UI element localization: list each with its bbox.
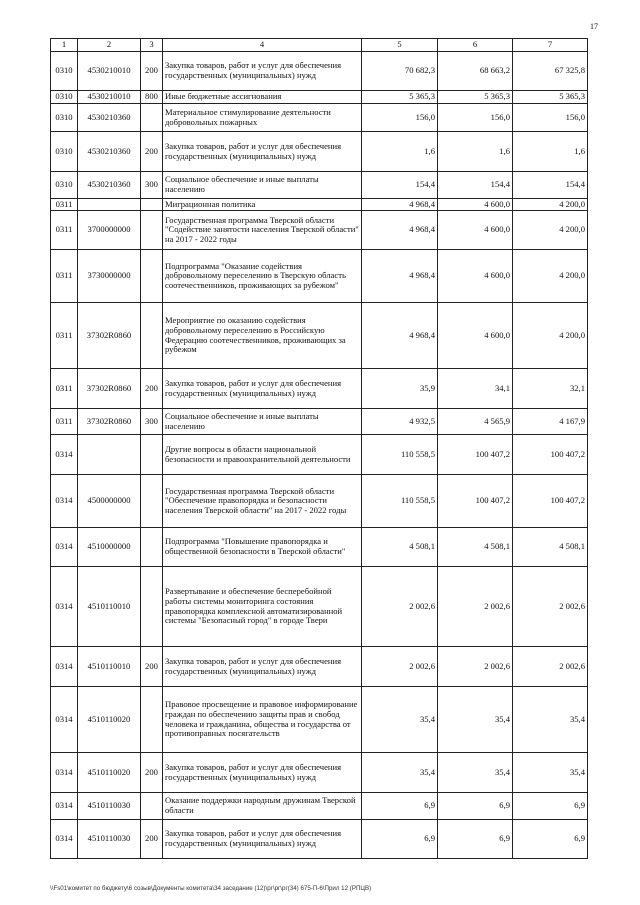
table-row <box>51 369 588 409</box>
table-row <box>51 303 588 369</box>
section-code-cell: 0310 <box>51 132 78 172</box>
value-2020-cell: 35,9 <box>362 369 438 409</box>
section-code-cell: 0311 <box>51 409 78 435</box>
target-code-cell: 3730000000 <box>78 250 141 303</box>
value-2021-cell: 6,9 <box>438 793 513 820</box>
value-2020-cell: 4 932,5 <box>362 409 438 435</box>
value-2020-cell: 156,0 <box>362 104 438 132</box>
value-2022-cell: 4 508,1 <box>513 528 588 567</box>
value-2022-cell: 4 167,9 <box>513 409 588 435</box>
header-cell: 5 <box>362 39 438 52</box>
description-cell: Закупка товаров, работ и услуг для обеспечения государственных (муниципальных) нужд <box>163 369 362 409</box>
table-row <box>51 52 588 91</box>
value-2021-cell: 154,4 <box>438 172 513 199</box>
value-2022-cell: 2 002,6 <box>513 567 588 647</box>
value-2020-cell: 35,4 <box>362 687 438 753</box>
target-code-cell: 4510110030 <box>78 793 141 820</box>
target-code-cell: 37302R0860 <box>78 409 141 435</box>
expense-type-cell <box>141 199 163 211</box>
section-code-cell: 0314 <box>51 567 78 647</box>
description-cell: Другие вопросы в области национальной безопасности и правоохранительной деятельности <box>163 435 362 475</box>
table-row <box>51 104 588 132</box>
value-2022-cell: 1,6 <box>513 132 588 172</box>
value-2021-cell: 2 002,6 <box>438 567 513 647</box>
table-row <box>51 793 588 820</box>
expense-type-cell <box>141 567 163 647</box>
expense-type-cell <box>141 475 163 528</box>
table-row <box>51 199 588 211</box>
value-2021-cell: 4 600,0 <box>438 211 513 250</box>
value-2020-cell: 1,6 <box>362 132 438 172</box>
value-2022-cell: 2 002,6 <box>513 647 588 687</box>
value-2020-cell: 110 558,5 <box>362 435 438 475</box>
value-2022-cell: 4 200,0 <box>513 303 588 369</box>
value-2022-cell: 35,4 <box>513 687 588 753</box>
target-code-cell: 4530210360 <box>78 172 141 199</box>
value-2022-cell: 6,9 <box>513 793 588 820</box>
target-code-cell: 4530210010 <box>78 91 141 104</box>
value-2021-cell: 100 407,2 <box>438 475 513 528</box>
expense-type-cell: 800 <box>141 91 163 104</box>
description-cell: Государственная программа Тверской области "Содействие занятости населения Тверской области" на 2017 - 2022 годы <box>163 211 362 250</box>
budget-table <box>50 38 588 859</box>
expense-type-cell: 200 <box>141 369 163 409</box>
value-2021-cell: 35,4 <box>438 753 513 793</box>
table-row <box>51 647 588 687</box>
value-2022-cell: 67 325,8 <box>513 52 588 91</box>
description-cell: Развертывание и обеспечение бесперебойной работы системы мониторинга состояния правопорядка комплексной автоматизированной системы "Безопасный город" в городе Твери <box>163 567 362 647</box>
expense-type-cell <box>141 793 163 820</box>
value-2020-cell: 4 968,4 <box>362 303 438 369</box>
value-2020-cell: 4 968,4 <box>362 199 438 211</box>
target-code-cell: 4530210360 <box>78 132 141 172</box>
description-cell: Государственная программа Тверской области "Обеспечение правопорядка и безопасности населения Тверской области" на 2017 - 2022 годы <box>163 475 362 528</box>
value-2022-cell: 4 200,0 <box>513 199 588 211</box>
description-cell: Миграционная политика <box>163 199 362 211</box>
header-cell: 4 <box>163 39 362 52</box>
section-code-cell: 0314 <box>51 793 78 820</box>
target-code-cell: 4510000000 <box>78 528 141 567</box>
value-2020-cell: 6,9 <box>362 820 438 859</box>
target-code-cell: 4500000000 <box>78 475 141 528</box>
value-2021-cell: 5 365,3 <box>438 91 513 104</box>
table-row <box>51 250 588 303</box>
value-2020-cell: 4 968,4 <box>362 211 438 250</box>
table-row <box>51 172 588 199</box>
section-code-cell: 0310 <box>51 104 78 132</box>
expense-type-cell <box>141 687 163 753</box>
header-cell: 2 <box>78 39 141 52</box>
section-code-cell: 0311 <box>51 211 78 250</box>
header-row <box>51 39 588 52</box>
header-cell: 1 <box>51 39 78 52</box>
value-2021-cell: 4 600,0 <box>438 250 513 303</box>
target-code-cell: 4530210010 <box>78 52 141 91</box>
expense-type-cell <box>141 250 163 303</box>
expense-type-cell: 200 <box>141 753 163 793</box>
expense-type-cell <box>141 104 163 132</box>
value-2021-cell: 35,4 <box>438 687 513 753</box>
section-code-cell: 0314 <box>51 528 78 567</box>
section-code-cell: 0314 <box>51 687 78 753</box>
target-code-cell: 4510110010 <box>78 647 141 687</box>
description-cell: Социальное обеспечение и иные выплаты населению <box>163 172 362 199</box>
value-2021-cell: 2 002,6 <box>438 647 513 687</box>
value-2022-cell: 35,4 <box>513 753 588 793</box>
table-row <box>51 475 588 528</box>
value-2021-cell: 100 407,2 <box>438 435 513 475</box>
description-cell: Закупка товаров, работ и услуг для обеспечения государственных (муниципальных) нужд <box>163 753 362 793</box>
value-2022-cell: 154,4 <box>513 172 588 199</box>
section-code-cell: 0314 <box>51 475 78 528</box>
value-2022-cell: 6,9 <box>513 820 588 859</box>
value-2020-cell: 6,9 <box>362 793 438 820</box>
value-2020-cell: 35,4 <box>362 753 438 793</box>
expense-type-cell: 300 <box>141 172 163 199</box>
target-code-cell <box>78 435 141 475</box>
value-2022-cell: 4 200,0 <box>513 211 588 250</box>
value-2021-cell: 4 600,0 <box>438 199 513 211</box>
section-code-cell: 0314 <box>51 435 78 475</box>
expense-type-cell <box>141 211 163 250</box>
description-cell: Правовое просвещение и правовое информирование граждан по обеспечению защиты прав и свобод человека и гражданина, общества и государства от противоправных посягательств <box>163 687 362 753</box>
description-cell: Материальное стимулирование деятельности добровольных пожарных <box>163 104 362 132</box>
table-row <box>51 753 588 793</box>
value-2021-cell: 6,9 <box>438 820 513 859</box>
value-2020-cell: 2 002,6 <box>362 647 438 687</box>
value-2020-cell: 154,4 <box>362 172 438 199</box>
value-2020-cell: 70 682,3 <box>362 52 438 91</box>
description-cell: Закупка товаров, работ и услуг для обеспечения государственных (муниципальных) нужд <box>163 820 362 859</box>
table-row <box>51 528 588 567</box>
expense-type-cell <box>141 303 163 369</box>
section-code-cell: 0314 <box>51 753 78 793</box>
description-cell: Подпрограмма "Оказание содействия добровольному переселению в Тверскую область соотечественников, проживающих за рубежом" <box>163 250 362 303</box>
value-2022-cell: 5 365,3 <box>513 91 588 104</box>
target-code-cell: 4510110030 <box>78 820 141 859</box>
expense-type-cell <box>141 435 163 475</box>
description-cell: Подпрограмма "Повышение правопорядка и общественной безопасности в Тверской области" <box>163 528 362 567</box>
expense-type-cell: 200 <box>141 52 163 91</box>
section-code-cell: 0314 <box>51 647 78 687</box>
value-2021-cell: 156,0 <box>438 104 513 132</box>
value-2020-cell: 5 365,3 <box>362 91 438 104</box>
value-2020-cell: 110 558,5 <box>362 475 438 528</box>
value-2022-cell: 4 200,0 <box>513 250 588 303</box>
table-row <box>51 211 588 250</box>
expense-type-cell: 200 <box>141 647 163 687</box>
table-row <box>51 567 588 647</box>
value-2021-cell: 4 600,0 <box>438 303 513 369</box>
value-2022-cell: 100 407,2 <box>513 475 588 528</box>
description-cell: Закупка товаров, работ и услуг для обеспечения государственных (муниципальных) нужд <box>163 132 362 172</box>
description-cell: Закупка товаров, работ и услуг для обеспечения государственных (муниципальных) нужд <box>163 52 362 91</box>
target-code-cell: 37302R0860 <box>78 369 141 409</box>
header-cell: 7 <box>513 39 588 52</box>
section-code-cell: 0311 <box>51 250 78 303</box>
target-code-cell: 4530210360 <box>78 104 141 132</box>
section-code-cell: 0310 <box>51 172 78 199</box>
table-row <box>51 435 588 475</box>
expense-type-cell: 200 <box>141 132 163 172</box>
value-2020-cell: 4 968,4 <box>362 250 438 303</box>
header-cell: 6 <box>438 39 513 52</box>
value-2021-cell: 68 663,2 <box>438 52 513 91</box>
target-code-cell: 4510110020 <box>78 687 141 753</box>
table-row <box>51 132 588 172</box>
header-cell: 3 <box>141 39 163 52</box>
value-2021-cell: 4 565,9 <box>438 409 513 435</box>
target-code-cell: 3700000000 <box>78 211 141 250</box>
target-code-cell <box>78 199 141 211</box>
description-cell: Социальное обеспечение и иные выплаты населению <box>163 409 362 435</box>
target-code-cell: 4510110020 <box>78 753 141 793</box>
target-code-cell: 37302R0860 <box>78 303 141 369</box>
value-2020-cell: 2 002,6 <box>362 567 438 647</box>
table-row <box>51 687 588 753</box>
table-row <box>51 820 588 859</box>
value-2021-cell: 1,6 <box>438 132 513 172</box>
section-code-cell: 0310 <box>51 52 78 91</box>
value-2021-cell: 34,1 <box>438 369 513 409</box>
section-code-cell: 0314 <box>51 820 78 859</box>
target-code-cell: 4510110010 <box>78 567 141 647</box>
section-code-cell: 0311 <box>51 369 78 409</box>
table-row <box>51 409 588 435</box>
value-2021-cell: 4 508,1 <box>438 528 513 567</box>
description-cell: Иные бюджетные ассигнования <box>163 91 362 104</box>
footer-file-path: \\Fs01\комитет по бюджету\6 созыв\Документы комитета\34 заседание (12)\рг\рг\рг(34) 675-П-6\Прил 12 (РПЦВ) <box>50 885 372 892</box>
expense-type-cell: 300 <box>141 409 163 435</box>
section-code-cell: 0310 <box>51 91 78 104</box>
section-code-cell: 0311 <box>51 303 78 369</box>
expense-type-cell <box>141 528 163 567</box>
value-2020-cell: 4 508,1 <box>362 528 438 567</box>
value-2022-cell: 156,0 <box>513 104 588 132</box>
expense-type-cell: 200 <box>141 820 163 859</box>
table-row <box>51 91 588 104</box>
description-cell: Оказание поддержки народным дружинам Тверской области <box>163 793 362 820</box>
description-cell: Закупка товаров, работ и услуг для обеспечения государственных (муниципальных) нужд <box>163 647 362 687</box>
value-2022-cell: 32,1 <box>513 369 588 409</box>
section-code-cell: 0311 <box>51 199 78 211</box>
description-cell: Мероприятие по оказанию содействия добровольному переселению в Российскую Федерацию соотечественников, проживающих за рубежом <box>163 303 362 369</box>
value-2022-cell: 100 407,2 <box>513 435 588 475</box>
page-number: 17 <box>590 22 598 31</box>
